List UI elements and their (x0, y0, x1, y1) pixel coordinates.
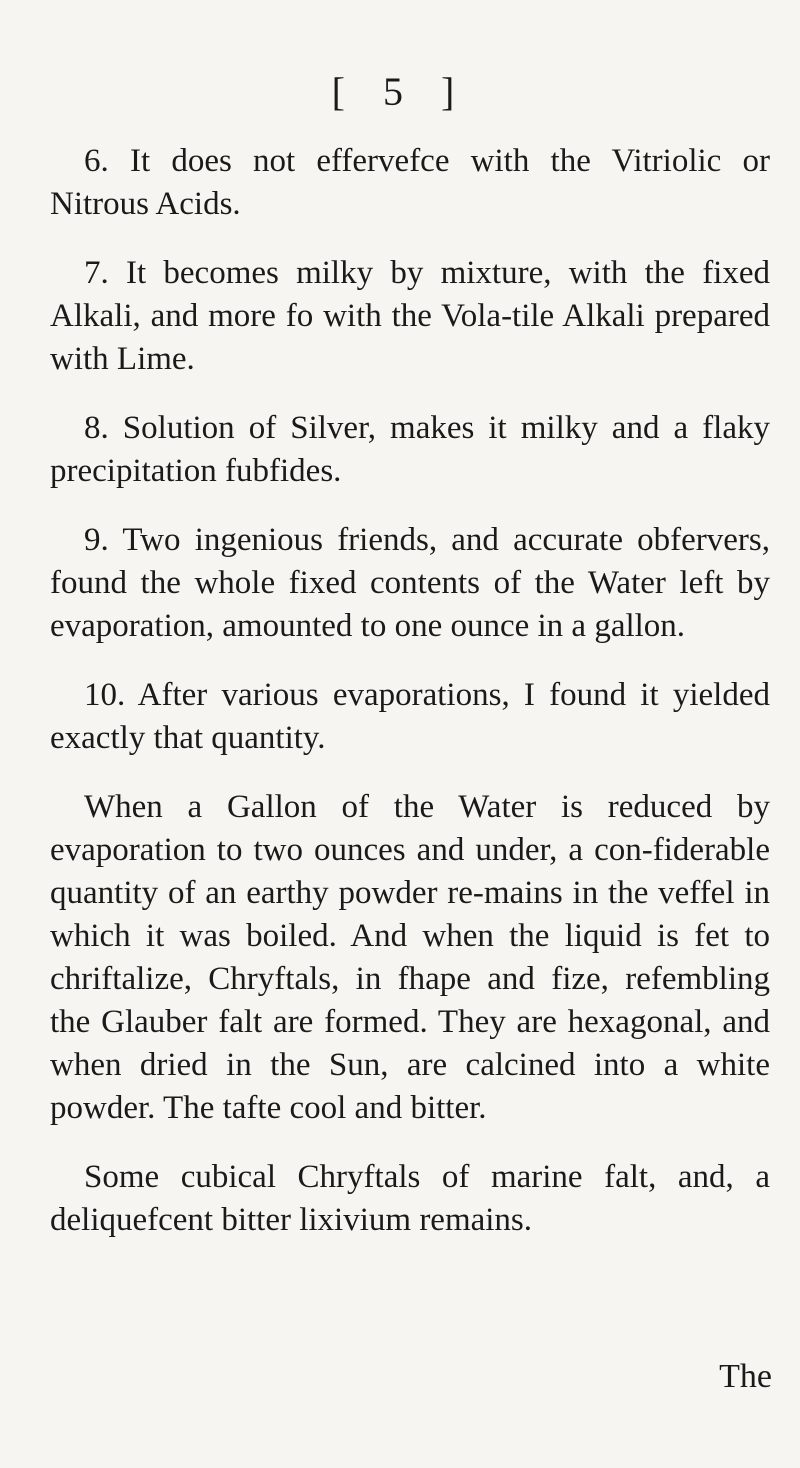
paragraph-8: 8. Solution of Silver, makes it milky and a flaky precipitation fubfides. (50, 410, 770, 489)
paragraph-cubical-chrystals: Some cubical Chryftals of marine falt, and, a deliquefcent bitter lixivium remains. (50, 1159, 770, 1238)
page-number-header: [ 5 ] (331, 69, 469, 114)
paragraph-10: 10. After various evaporations, I found it yielded exactly that quantity. (50, 677, 770, 756)
catchword: The (719, 1358, 772, 1395)
paragraph-gallon-evaporation: When a Gallon of the Water is reduced by evaporation to two ounces and under, a con-fiderable quantity of an earthy powder re-mains in the veffel in which it was boiled. And when the liquid is fet to chriftalize, Chryftals, in fhape and fize, refembling the Glauber falt are formed. They are hexagonal, and when dried in the Sun, are calcined into a white powder. The tafte cool and bitter. (50, 789, 770, 1126)
page-body (50, 140, 770, 1268)
paragraph-9: 9. Two ingenious friends, and accurate obfervers, found the whole fixed contents of the Water left by evaporation, amounted to one ounce in a gallon. (50, 522, 770, 644)
paragraph-7: 7. It becomes milky by mixture, with the fixed Alkali, and more fo with the Vola-tile Alkali prepared with Lime. (50, 255, 770, 377)
paragraph-6: 6. It does not effervefce with the Vitriolic or Nitrous Acids. (50, 143, 770, 222)
